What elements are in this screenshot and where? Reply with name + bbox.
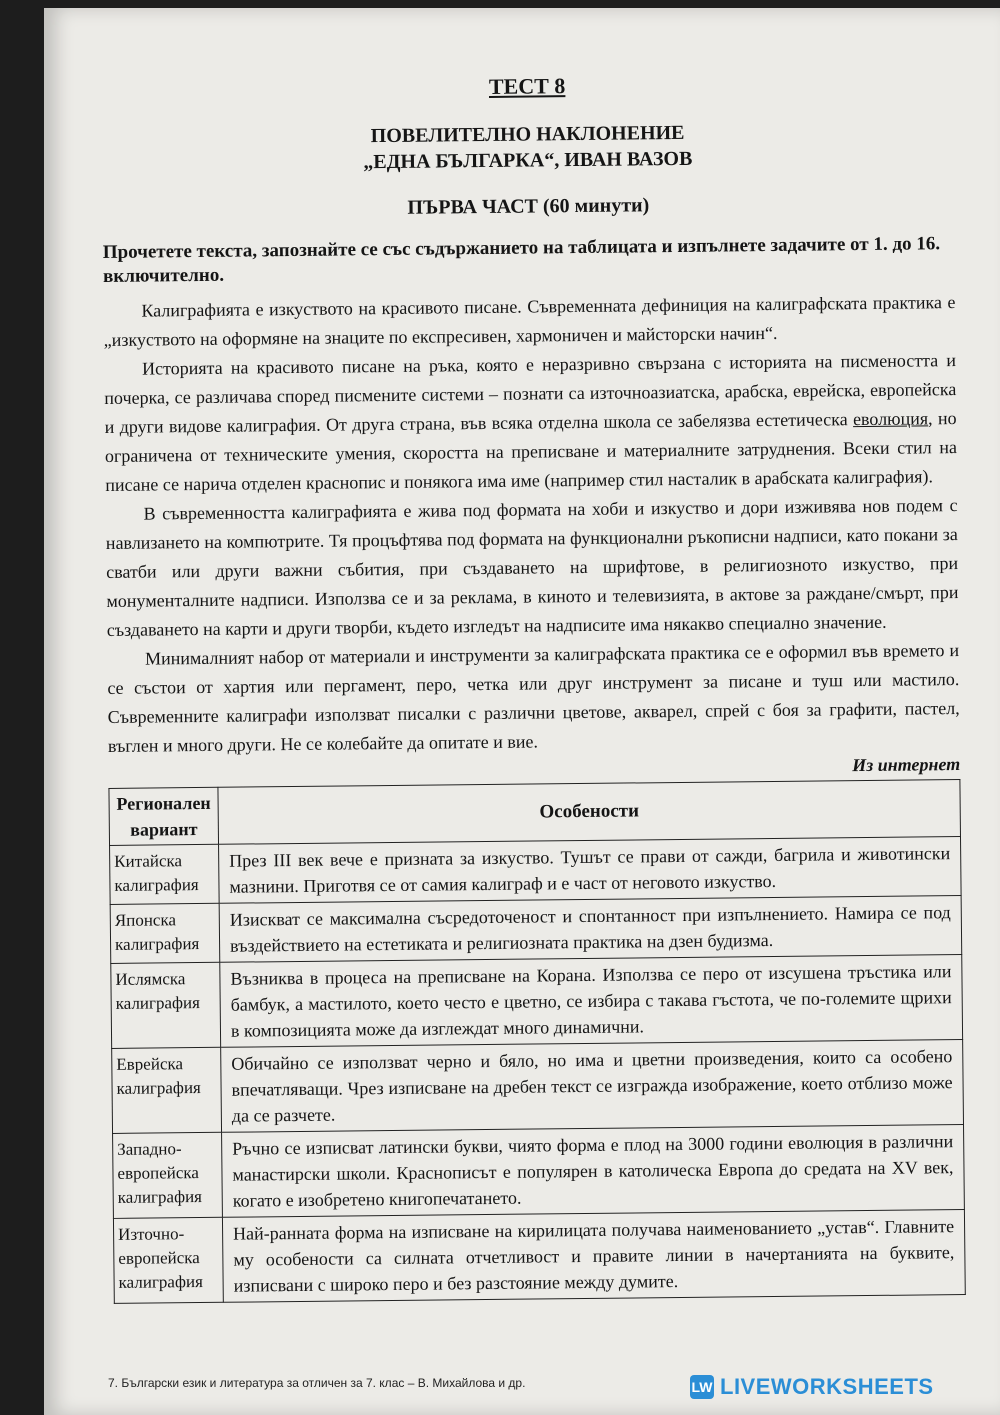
region-cell: Източно-европейска калиграфия: [113, 1217, 223, 1303]
topic-line-1: ПОВЕЛИТЕЛНО НАКЛОНЕНИЕ: [370, 121, 685, 148]
table-row: [111, 955, 963, 1049]
feature-cell: Най-ранната форма на изписване на кирилицата получава наименованието „устав“. Главните му особености са силната отчетливост и правите линии в начертанията на буквите, изписвани с широко перо и без разстояние между думите.: [222, 1210, 965, 1303]
paragraph-1: Калиграфията е изкуството на красивото писане. Съвременната дефиниция на калиграфската практика е „изкуството на оформяне на знаците по експресивен, хармоничен и майсторски начин“.: [103, 292, 956, 350]
header-features: Особености: [218, 780, 961, 845]
region-cell: Японска калиграфия: [110, 903, 220, 963]
feature-cell: През III век вече е призната за изкуство. Тушът се прави от сажди, багрила и животински мазнини. Приготвя се от самия калиграф и е част от неговото изкуство.: [219, 837, 962, 904]
feature-cell: Възниква в процеса на преписване на Корана. Използва се перо от изсушена тръстика или бамбук, а мастилото, което често е цветно, се избира с такава гъстота, че по-големите щрихи в композицията може да изглеждат много динамични.: [220, 955, 963, 1048]
region-cell: Еврейска калиграфия: [112, 1047, 222, 1133]
topic-line-2: „ЕДНА БЪЛГАРКА“, ИВАН ВАЗОВ: [363, 147, 693, 174]
feature-cell: Ръчно се изписват латински букви, чиято форма е плод на 3000 години еволюция в различни манастирски школи. Краснописът е популярен в католическа Европа до средата на XV век, когато е изобретено книгопечатането.: [222, 1125, 965, 1218]
part-title: ПЪРВА ЧАСТ (60 минути): [407, 194, 650, 219]
paragraph-4: Минималният набор от материали и инструменти за калиграфската практика се е оформил във времето и се състои от хартия или пергамент, перо, четка или друг инструмент за писане и туш или мастило. Съвременните калиграфи използват писалки с различни цветове, акварел, спрей с боя за графити, пастел, въглен и много други. Не се колебайте да опитате и вие.: [107, 640, 960, 756]
underlined-word: еволюция: [852, 408, 929, 430]
feature-cell: Изискват се максимална съсредоточеност и спонтанност при изпълнението. Намира се под въздействието на естетиката и религиозната практика на дзен будизма.: [219, 896, 962, 963]
paragraph-2-part-b: , но ограничена от техническите умения, скоростта на преписване и материалните затруднения. Всеки стил на писане се нарича отделен краснопис и понякога има име (например стил насталик в арабската калиграфия).: [104, 408, 958, 495]
source-note: Из интернет: [852, 754, 961, 776]
paragraph-2: [104, 346, 957, 500]
table-row: [113, 1125, 965, 1219]
region-cell: Ислямска калиграфия: [111, 962, 221, 1048]
paragraph-3: В съвременността калиграфията е жива под формата на хоби и изкуство и дори изживява нов подем с навлизането на компютрите. Тя процъфтява под формата на функционални ръкописни надписи, като покани за сватби или други важни събития, при създаването на шрифтове, в религиозното изкуство, при монументалните надписи. Използва се и за реклама, в киното и телевизията, в актове за раждане/смърт, при създаването на карти и други творби, където изгледът на надписите има някакво специално значение.: [105, 495, 959, 640]
page-content: [101, 69, 966, 1304]
header-region: Регионален вариант: [109, 787, 219, 845]
page-footer: 7. Български език и литература за отличен за 7. клас – В. Михайлова и др.: [108, 1376, 526, 1390]
feature-cell: Обичайно се използват черно и бяло, но има и цветни произведения, които са особено впечатляващи. Чрез изписване на дребен текст се изгражда изображение, което отблизо може да се разчете.: [221, 1040, 964, 1133]
table-row: [110, 896, 962, 964]
liveworksheets-logo-icon: LW: [690, 1375, 714, 1399]
liveworksheets-label: LIVEWORKSHEETS: [720, 1374, 934, 1399]
table-row: [112, 1040, 964, 1134]
table-row: [113, 1210, 965, 1304]
paragraph-2-part-a: Историята на красивото писане на ръка, която е неразривно свързана с историята на писмеността и почерка, се различава според писмените системи – познати са източноазиатска, арабска, еврейска, европейска и други видове калиграфия. От друга страна, във всяка отделна школа се забелязва естетическа: [104, 350, 957, 437]
liveworksheets-watermark[interactable]: [690, 1372, 934, 1402]
region-cell: Китайска калиграфия: [110, 844, 220, 904]
instruction: Прочетете текста, запознайте се със съдържанието на таблицата и изпълнете задачите от 1. до 16. включително.: [102, 233, 941, 287]
region-cell: Западно-европейска калиграфия: [113, 1132, 223, 1218]
document-page: [44, 8, 1000, 1415]
test-title: ТЕСТ 8: [488, 73, 566, 99]
table-row: [110, 837, 962, 905]
calligraphy-table: [108, 779, 965, 1304]
table-header-row: [109, 780, 961, 846]
